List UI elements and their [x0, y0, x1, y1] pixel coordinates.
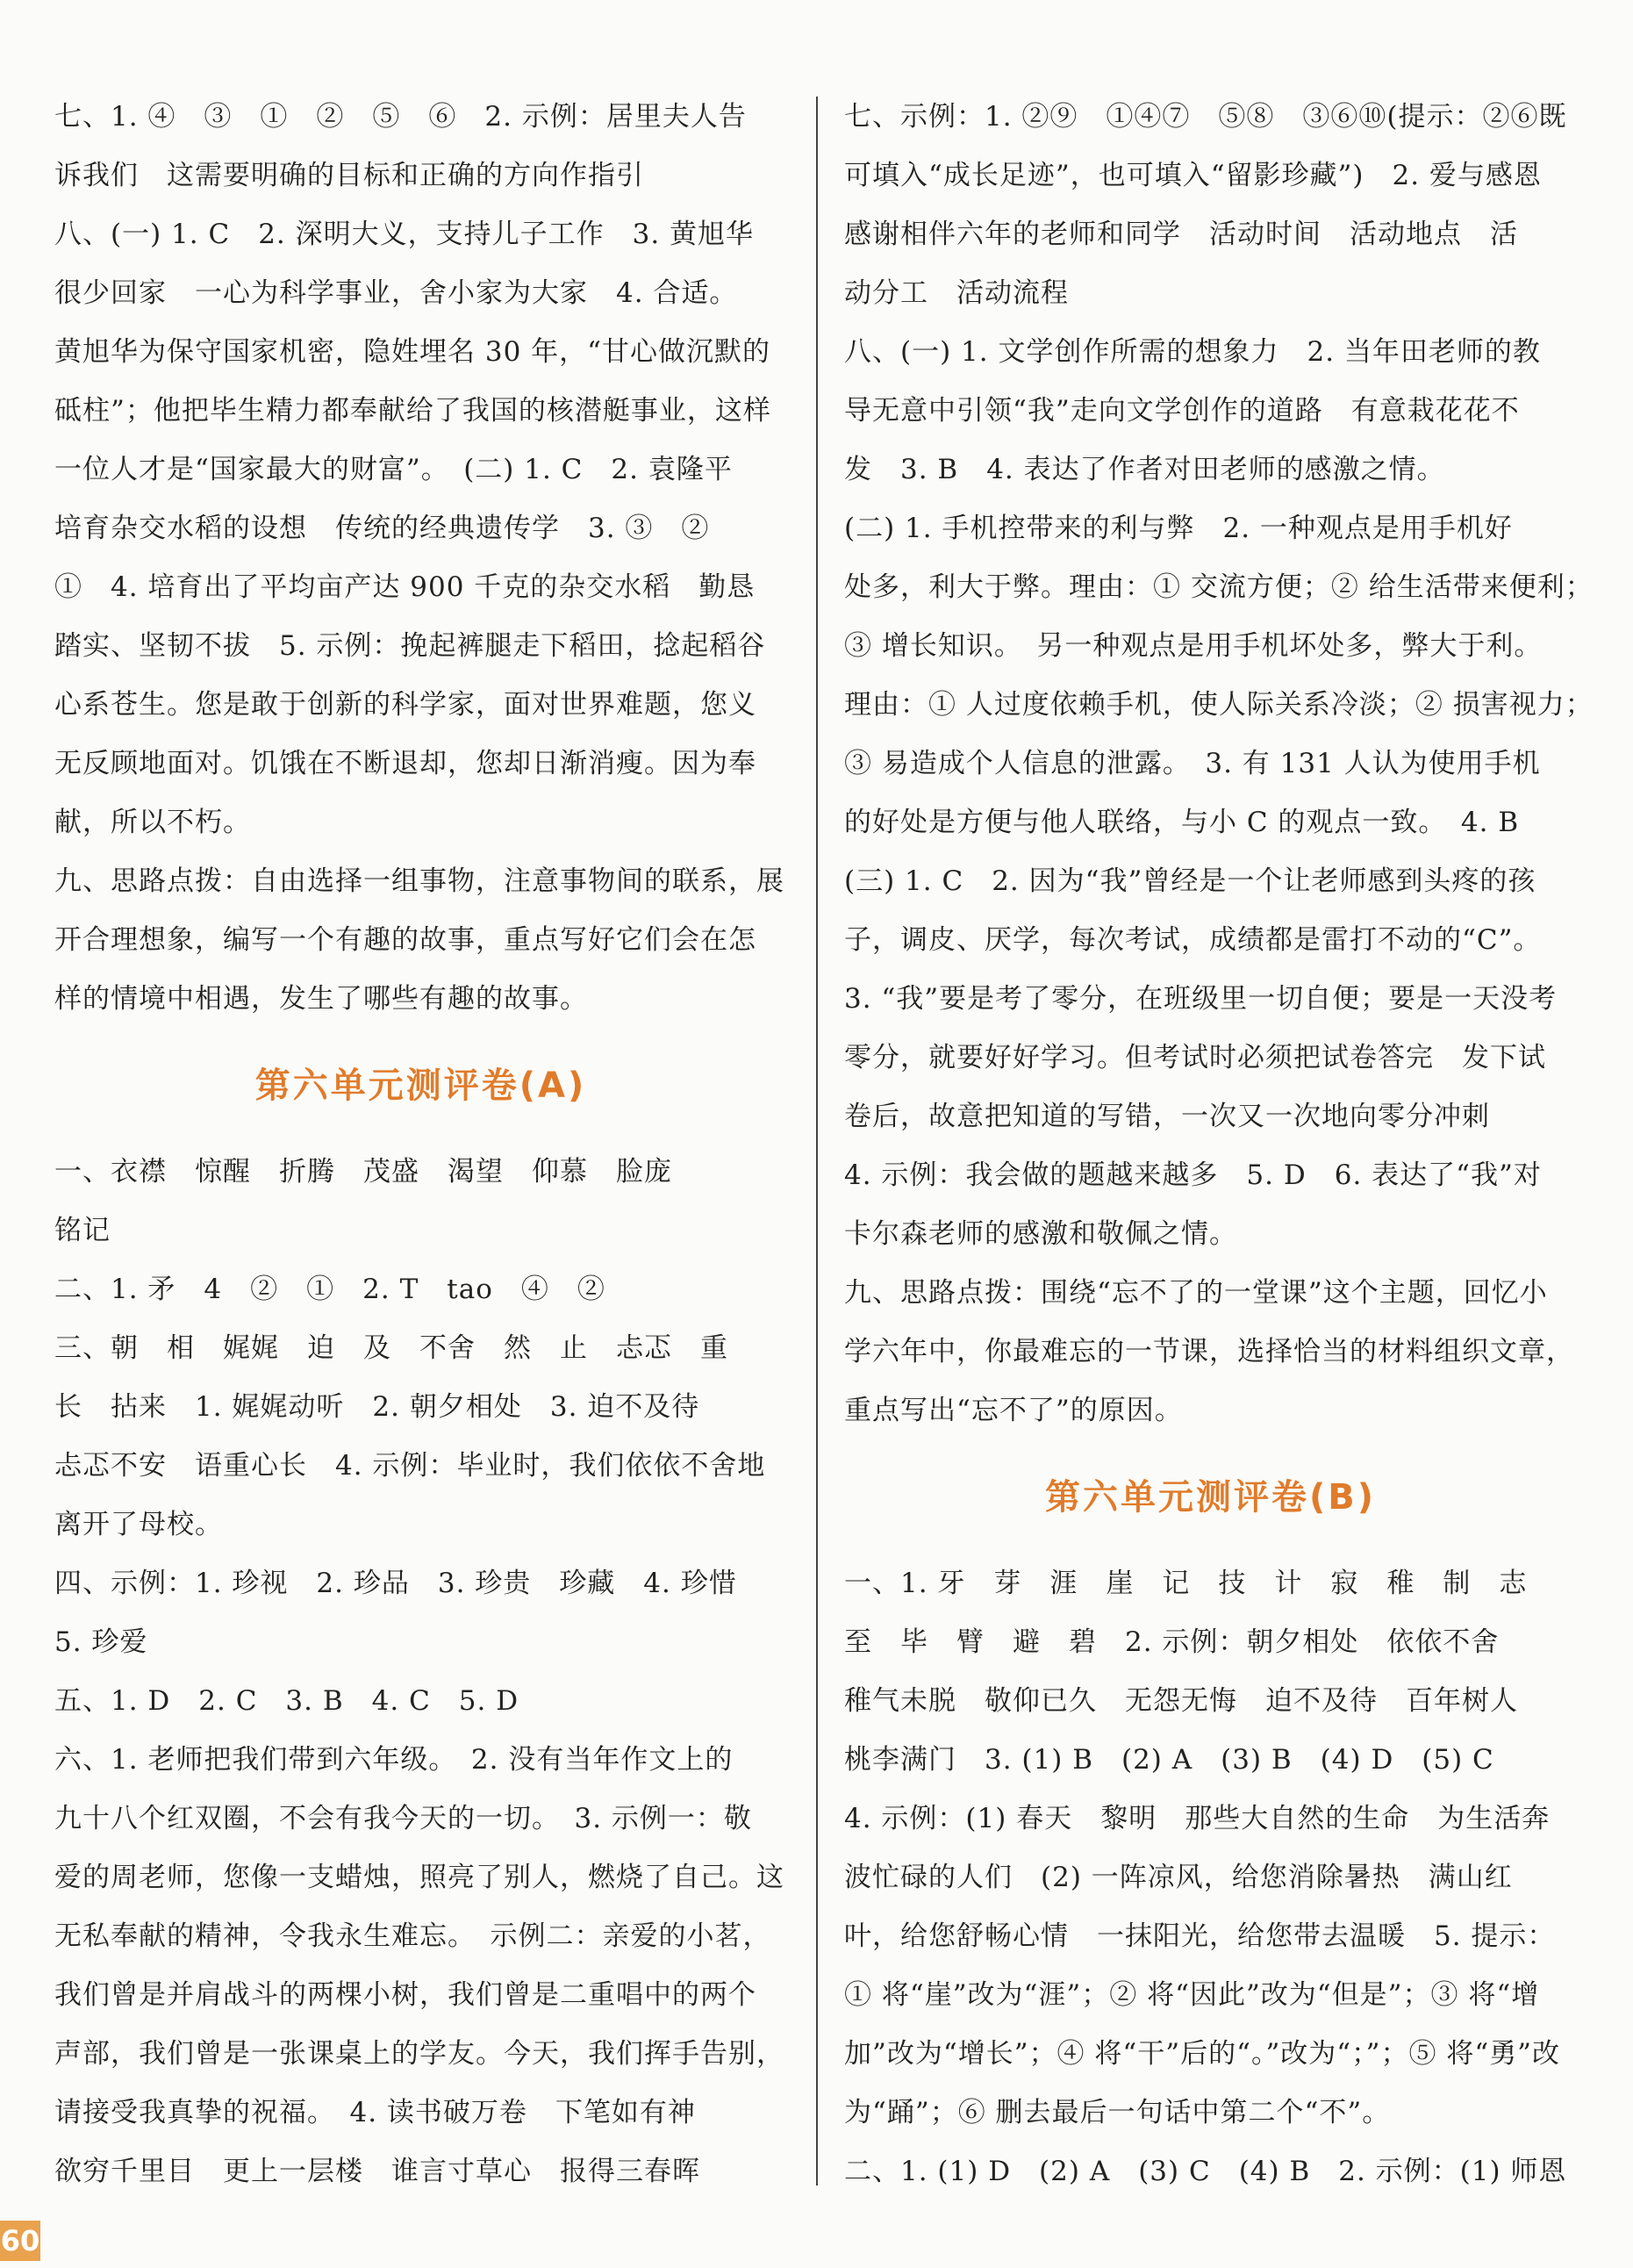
page-number: 60: [0, 2221, 40, 2261]
text-line: 学六年中，你最难忘的一节课，选择恰当的材料组织文章，: [844, 1336, 1574, 1367]
text-line: 离开了母校。: [54, 1509, 223, 1540]
text-line: 3. “我”要是考了零分，在班级里一切自便；要是一天没考: [844, 983, 1558, 1015]
right-answers-part1: [844, 88, 1594, 1440]
text-line: 很少回家 一心为科学事业，舍小家为大家 4. 合适。: [54, 277, 738, 309]
text-line: (二) 1. 手机控带来的利与弊 2. 一种观点是用手机好: [844, 513, 1513, 544]
text-line: 铭记: [54, 1215, 111, 1246]
text-line: 导无意中引领“我”走向文学创作的道路 有意栽花花不: [844, 395, 1520, 427]
text-line: 子，调皮、厌学，每次考试，成绩都是雷打不动的“C”。: [844, 924, 1542, 956]
text-line: 波忙碌的人们 (2) 一阵凉风，给您消除暑热 满山红: [844, 1862, 1513, 1893]
text-line: 可填入“成长足迹”，也可填入“留影珍藏”) 2. 爱与感恩: [844, 160, 1542, 191]
text-line: 二、1. 矛 4 ② ① 2. T tao ④ ②: [54, 1274, 605, 1305]
text-line: 五、1. D 2. C 3. B 4. C 5. D: [54, 1685, 519, 1717]
text-line: 理由：① 人过度依赖手机，使人际关系冷淡；② 损害视力；: [844, 689, 1594, 721]
text-line: (三) 1. C 2. 因为“我”曾经是一个让老师感到头疼的孩: [844, 865, 1536, 897]
text-line: 心系苍生。您是敢于创新的科学家，面对世界难题，您义: [54, 689, 756, 721]
text-line: 叶，给您舒畅心情 一抹阳光，给您带去温暖 5. 提示：: [844, 1920, 1556, 1952]
text-line: 一、衣襟 惊醒 折腾 茂盛 渴望 仰慕 脸庞: [54, 1156, 672, 1188]
column-divider: [816, 97, 818, 2185]
text-line: 我们曾是并肩战斗的两棵小树，我们曾是二重唱中的两个: [54, 1979, 756, 2011]
text-line: 4. 示例：我会做的题越来越多 5. D 6. 表达了“我”对: [844, 1159, 1542, 1191]
text-line: 踏实、坚韧不拔 5. 示例：挽起裤腿走下稻田，捻起稻谷: [54, 630, 766, 662]
text-line: 感谢相伴六年的老师和同学 活动时间 活动地点 活: [844, 219, 1518, 250]
text-line: 发 3. B 4. 表达了作者对田老师的感激之情。: [844, 454, 1445, 485]
text-line: 九、思路点拨：围绕“忘不了的一堂课”这个主题，回忆小: [844, 1277, 1548, 1309]
text-line: 培育杂交水稻的设想 传统的经典遗传学 3. ③ ②: [54, 513, 710, 544]
text-line: 样的情境中相遇，发生了哪些有趣的故事。: [54, 983, 588, 1015]
text-line: 一位人才是“国家最大的财富”。 (二) 1. C 2. 袁隆平: [54, 454, 733, 485]
text-line: 八、(一) 1. 文学创作所需的想象力 2. 当年田老师的教: [844, 336, 1541, 368]
text-line: 卡尔森老师的感激和敬佩之情。: [844, 1218, 1237, 1250]
section-title-b: 第六单元测评卷(B): [1044, 1477, 1377, 1518]
text-line: 四、示例：1. 珍视 2. 珍品 3. 珍贵 珍藏 4. 珍惜: [54, 1568, 737, 1599]
text-line: 桃李满门 3. (1) B (2) A (3) B (4) D (5) C: [844, 1744, 1494, 1776]
text-line: 处多，利大于弊。理由：① 交流方便；② 给生活带来便利；: [844, 571, 1594, 603]
text-line: 诉我们 这需要明确的目标和正确的方向作指引: [54, 160, 644, 191]
text-line: 忐忑不安 语重心长 4. 示例：毕业时，我们依依不舍地: [54, 1450, 766, 1482]
text-line: 开合理想象，编写一个有趣的故事，重点写好它们会在怎: [54, 924, 756, 956]
text-line: 动分工 活动流程: [844, 277, 1069, 309]
left-column: [54, 88, 787, 2201]
text-line: 为“踊”；⑥ 删去最后一句话中第二个“不”。: [844, 2097, 1391, 2128]
text-line: 一、1. 牙 芽 涯 崖 记 技 计 寂 稚 制 志: [844, 1568, 1528, 1599]
text-line: 无私奉献的精神，令我永生难忘。 示例二：亲爱的小茗，: [54, 1920, 771, 1952]
text-line: 请接受我真挚的祝福。 4. 读书破万卷 下笔如有神: [54, 2097, 696, 2128]
left-answers-part1: [54, 88, 787, 1029]
text-line: 砥柱”；他把毕生精力都奉献给了我国的核潜艇事业，这样: [54, 395, 771, 427]
text-line: 黄旭华为保守国家机密，隐姓埋名 30 年，“甘心做沉默的: [54, 336, 770, 368]
left-answers-part2: [54, 1143, 787, 2201]
text-line: 稚气未脱 敬仰已久 无怨无悔 迫不及待 百年树人: [844, 1685, 1518, 1717]
text-line: 零分，就要好好学习。但考试时必须把试卷答完 发下试: [844, 1042, 1546, 1073]
right-answers-part2: [844, 1554, 1577, 2201]
text-line: 九十八个红双圈，不会有我今天的一切。 3. 示例一：敬: [54, 1803, 752, 1834]
text-line: ③ 增长知识。 另一种观点是用手机坏处多，弊大于利。: [844, 630, 1543, 662]
text-line: ① 4. 培育出了平均亩产达 900 千克的杂交水稻 勤恳: [54, 571, 756, 603]
text-line: ③ 易造成个人信息的泄露。 3. 有 131 人认为使用手机: [844, 748, 1541, 779]
right-column: [844, 88, 1594, 2201]
text-line: 七、示例：1. ②⑨ ①④⑦ ⑤⑧ ③⑥⑩(提示：②⑥既: [844, 101, 1567, 133]
text-line: 九、思路点拨：自由选择一组事物，注意事物间的联系，展: [54, 865, 784, 897]
section-title-a: 第六单元测评卷(A): [254, 1066, 587, 1106]
text-line: ① 将“崖”改为“涯”；② 将“因此”改为“但是”；③ 将“增: [844, 1979, 1540, 2011]
text-line: 三、朝 相 娓娓 迫 及 不舍 然 止 忐忑 重: [54, 1332, 728, 1364]
text-line: 重点写出“忘不了”的原因。: [844, 1395, 1183, 1426]
text-line: 献，所以不朽。: [54, 807, 251, 838]
text-line: 4. 示例：(1) 春天 黎明 那些大自然的生命 为生活奔: [844, 1803, 1551, 1834]
text-line: 声部，我们曾是一张课桌上的学友。今天，我们挥手告别，: [54, 2038, 784, 2070]
text-line: 七、1. ④ ③ ① ② ⑤ ⑥ 2. 示例：居里夫人告: [54, 101, 747, 133]
text-line: 八、(一) 1. C 2. 深明大义，支持儿子工作 3. 黄旭华: [54, 219, 755, 250]
text-line: 爱的周老师，您像一支蜡烛，照亮了别人，燃烧了自己。这: [54, 1862, 784, 1893]
text-line: 长 拈来 1. 娓娓动听 2. 朝夕相处 3. 迫不及待: [54, 1391, 700, 1423]
text-line: 加”改为“增长”；④ 将“干”后的“。”改为“；”；⑤ 将“勇”改: [844, 2038, 1561, 2070]
text-line: 六、1. 老师把我们带到六年级。 2. 没有当年作文上的: [54, 1744, 734, 1776]
text-line: 至 毕 臂 避 碧 2. 示例：朝夕相处 依依不舍: [844, 1626, 1500, 1658]
text-line: 欲穷千里目 更上一层楼 谁言寸草心 报得三春晖: [54, 2156, 700, 2187]
text-line: 无反顾地面对。饥饿在不断退却，您却日渐消瘦。因为奉: [54, 748, 756, 779]
text-line: 二、1. (1) D (2) A (3) C (4) B 2. 示例：(1) 师恩: [844, 2156, 1567, 2187]
text-line: 5. 珍爱: [54, 1626, 148, 1658]
text-line: 的好处是方便与他人联络，与小 C 的观点一致。 4. B: [844, 807, 1520, 838]
text-line: 卷后，故意把知道的写错，一次又一次地向零分冲刺: [844, 1101, 1490, 1132]
